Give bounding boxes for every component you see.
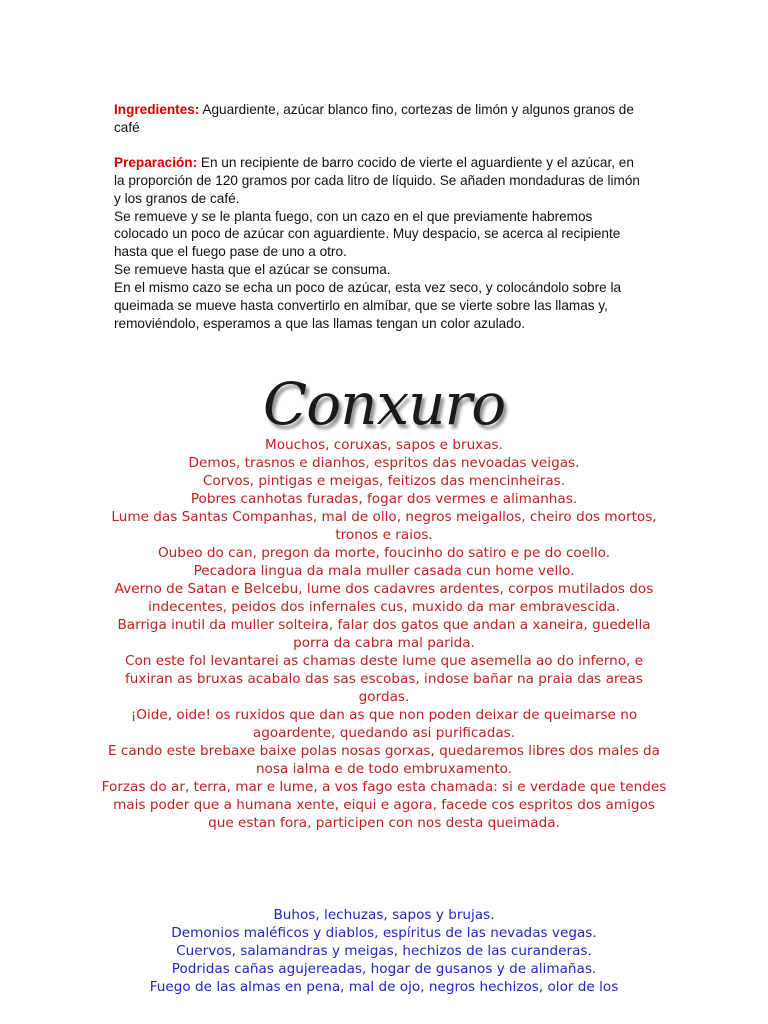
conxuro-title: Conxuro — [262, 370, 506, 438]
poem-line: Cuervos, salamandras y meigas, hechizos de las curanderas. — [176, 943, 592, 959]
preparation-paragraph — [114, 154, 644, 208]
poem-line: Pobres canhotas furadas, fogar dos vermes e alimanhas. — [190, 491, 578, 507]
poem-line: E cando este brebaxe baixe polas nosas gorxas, quedaremos libres dos males da nosa ialma e de todo embruxamento. — [108, 743, 660, 777]
poem-line: Forzas do ar, terra, mar e lume, a vos fago esta chamada: si e verdade que tendes mais poder que a humana xente, eiqui e agora, facede cos espritos dos amigos que estan fora, participen con nos desta queimada. — [101, 779, 667, 831]
poem-line: ¡Oide, oide! os ruxidos que dan as que non poden deixar de queimarse no agoardente, quedando asi purificadas. — [130, 707, 638, 741]
poem-line: Demos, trasnos e dianhos, espritos das nevoadas veigas. — [188, 455, 580, 471]
poem-line: Podridas cañas agujereadas, hogar de gusanos y de alimañas. — [171, 961, 597, 977]
recipe-step: Se remueve hasta que el azúcar se consuma. — [114, 262, 391, 278]
preparation-text: En un recipiente de barro cocido de vierte el aguardiente y el azúcar, en la proporción de 120 gramos por cada litro de líquido. Se añaden mondaduras de limón y los granos de café. — [114, 154, 640, 206]
ingredients-label: Ingredientes: — [114, 102, 200, 117]
poem-line: Corvos, pintigas e meigas, feitizos das mencinheiras. — [202, 473, 566, 489]
poem-line: Pecadora lingua da mala muller casada cun home vello. — [193, 563, 575, 579]
ingredients-paragraph — [114, 101, 644, 137]
poem-line: Lume das Santas Companhas, mal de ollo, negros meigallos, cheiro dos mortos, tronos e raios. — [111, 509, 657, 543]
recipe-step: En el mismo cazo se echa un poco de azúcar, esta vez seco, y colocándolo sobre la queimada se mueve hasta convertirlo en almíbar, que se vierte sobre las llamas y, removiéndolo, esperamos a que las llamas tengan un color azulado. — [114, 280, 622, 331]
preparation-label: Preparación: — [114, 154, 198, 170]
poem-line: Fuego de las almas en pena, mal de ojo, negros hechizos, olor de los — [149, 979, 619, 995]
recipe-step: Se remueve y se le planta fuego, con un cazo en el que previamente habremos colocado un poco de azúcar con aguardiente. Muy despacio, se acerca al recipiente hasta que el fuego pase de uno a otro. — [114, 208, 621, 260]
poem-line: Oubeo do can, pregon da morte, foucinho do satiro e pe do coello. — [157, 545, 611, 561]
spanish-poem — [100, 906, 668, 996]
poem-line: Demonios maléficos y diablos, espíritus de las nevadas vegas. — [171, 925, 597, 941]
paragraph-gap — [114, 137, 644, 154]
poem-line: Buhos, lechuzas, sapos y brujas. — [273, 907, 495, 923]
ingredients-text: Aguardiente, azúcar blanco fino, cortezas de limón y algunos granos de café — [114, 102, 634, 135]
poem-line: Averno de Satan e Belcebu, lume dos cadavres ardentes, corpos mutilados dos indecentes, peidos dos infernales cus, muxido da mar embravescida. — [114, 581, 654, 615]
recipe-section — [114, 101, 644, 333]
poem-line: Con este fol levantarei as chamas deste lume que asemella ao do inferno, e fuxiran as bruxas acabalo das sas escobas, indose bañar na praia das areas gordas. — [124, 653, 644, 705]
galician-poem — [100, 436, 668, 832]
poem-line: Mouchos, coruxas, sapos e bruxas. — [265, 437, 503, 453]
poem-line: Barriga inutil da muller solteira, falar dos gatos que andan a xaneira, guedella porra da cabra mal parida. — [117, 617, 651, 651]
